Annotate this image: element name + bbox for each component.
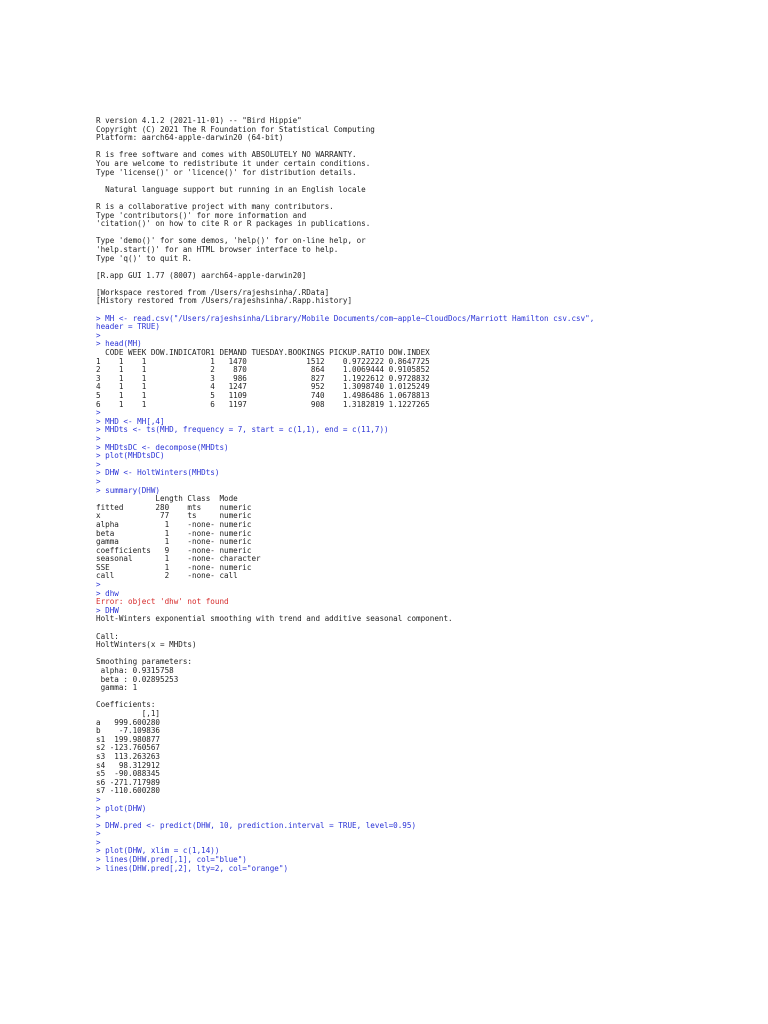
console-input-line: > [96, 829, 101, 839]
console-output-line: gamma: 1 [96, 683, 138, 693]
console-output-line: Coefficients: [96, 700, 156, 710]
console-output-line: s1 199.980877 [96, 734, 161, 744]
console-output-line: Copyright (C) 2021 The R Foundation for Statistical Computing [96, 124, 375, 134]
console-output-line: [,1] [96, 708, 161, 718]
console-output-line: 6 1 1 6 1197 908 1.3182819 1.1227265 [96, 399, 430, 409]
console-output-line: [History restored from /Users/rajeshsinha/.Rapp.history] [96, 296, 353, 306]
console-input-line: > [96, 330, 101, 340]
console-output-line: 2 1 1 2 870 864 1.0069444 0.9105852 [96, 365, 430, 375]
console-output-line: x 77 ts numeric [96, 511, 252, 521]
console-input-line: > [96, 408, 101, 418]
console-input-line: > plot(DHW, xlim = c(1,14)) [96, 846, 220, 856]
console-output-line: 1 1 1 1 1470 1512 0.9722222 0.8647725 [96, 356, 430, 366]
error-message: Error: object 'dhw' not found [96, 597, 229, 607]
console-output-line: alpha 1 -none- numeric [96, 519, 252, 529]
console-output-line: SSE 1 -none- numeric [96, 562, 252, 572]
console-output-line: s4 98.312912 [96, 760, 161, 770]
console-output-line: Holt-Winters exponential smoothing with trend and additive seasonal component. [96, 614, 453, 624]
console-output-line: s5 -90.088345 [96, 769, 161, 779]
console-output-line: 'citation()' on how to cite R or R packages in publications. [96, 219, 371, 229]
console-output-line: Natural language support but running in an English locale [96, 184, 366, 194]
console-input-line: header = TRUE) [96, 322, 161, 332]
console-output-line: s2 -123.760567 [96, 743, 161, 753]
console-output-line: Type 'license()' or 'licence()' for distribution details. [96, 167, 357, 177]
console-output-line: Type 'q()' to quit R. [96, 253, 193, 263]
console-output-line: [Workspace restored from /Users/rajeshsinha/.RData] [96, 287, 330, 297]
console-input-line: > [96, 433, 101, 443]
console-output-line: 5 1 1 5 1109 740 1.4986486 1.0678813 [96, 391, 430, 400]
console-input-line: > DHW.pred <- predict(DHW, 10, prediction.interval = TRUE, level=0.95) [96, 820, 417, 830]
console-output-line: 4 1 1 4 1247 952 1.3098740 1.0125249 [96, 382, 430, 392]
console-input-line: > MHD <- MH[,4] [96, 416, 165, 426]
console-output-line: You are welcome to redistribute it under certain conditions. [96, 158, 371, 168]
console-output-line: coefficients 9 -none- numeric [96, 545, 252, 555]
console-output-line: [R.app GUI 1.77 (8007) aarch64-apple-darwin20] [96, 270, 307, 280]
console-input-line: > summary(DHW) [96, 485, 161, 495]
console-output-line: b -7.109836 [96, 726, 161, 736]
console-output-line: R is free software and comes with ABSOLUTELY NO WARRANTY. [96, 150, 357, 160]
console-input-line: > [96, 794, 101, 804]
console-output-line: beta : 0.02895253 [96, 674, 179, 684]
console-output-line: seasonal 1 -none- character [96, 554, 261, 564]
console-output-line: 'help.start()' for an HTML browser interface to help. [96, 244, 339, 254]
console-input-line: > [96, 476, 101, 486]
console-output-line: alpha: 0.9315758 [96, 666, 174, 675]
console-output-line: gamma 1 -none- numeric [96, 537, 252, 547]
console-output-line: s6 -271.717989 [96, 777, 161, 787]
console-input-line: > [96, 580, 101, 590]
console-input-line: > [96, 837, 101, 847]
console-output-line: Length Class Mode [96, 494, 238, 504]
console-input-line: > plot(MHDtsDC) [96, 451, 165, 461]
console-output-line: s7 -110.600280 [96, 786, 161, 796]
console-output-line: s3 113.263263 [96, 751, 161, 761]
console-input-line: > plot(DHW) [96, 803, 147, 813]
console-output-line: CODE WEEK DOW.INDICATOR1 DEMAND TUESDAY.BOOKINGS PICKUP.RATIO DOW.INDEX [96, 348, 430, 358]
console-input-line: > MHDts <- ts(MHD, frequency = 7, start = c(1,1), end = c(11,7)) [96, 425, 389, 435]
console-output-line [96, 650, 756, 659]
console-output-line [96, 693, 756, 702]
console-input-line: > DHW <- HoltWinters(MHDts) [96, 468, 220, 478]
console-output-line: beta 1 -none- numeric [96, 528, 252, 538]
console-output-line: Platform: aarch64-apple-darwin20 (64-bit) [96, 133, 284, 143]
console-output-line: 3 1 1 3 986 827 1.1922612 0.9728832 [96, 373, 430, 383]
console-input-line: > DHW [96, 605, 119, 615]
r-console[interactable] [96, 117, 756, 873]
console-output-line: R version 4.1.2 (2021-11-01) -- "Bird Hippie" [96, 116, 302, 125]
console-input-line: > MH <- read.csv("/Users/rajeshsinha/Library/Mobile Documents/com~apple~CloudDocs/Marriott Hamilton csv.csv", [96, 313, 595, 323]
console-output-line: Type 'demo()' for some demos, 'help()' for on-line help, or [96, 236, 366, 246]
console-output-line: a 999.600280 [96, 717, 161, 727]
console-output-line: HoltWinters(x = MHDts) [96, 640, 197, 650]
console-input-line: > lines(DHW.pred[,2], lty=2, col="orange") [96, 863, 289, 873]
console-input-line: > head(MH) [96, 339, 142, 349]
console-input-line: > dhw [96, 588, 119, 598]
console-output-line [96, 624, 756, 633]
console-input-line: > [96, 812, 101, 822]
console-output-line: R is a collaborative project with many contributors. [96, 201, 334, 211]
console-input-line: > lines(DHW.pred[,1], col="blue") [96, 855, 247, 865]
console-output-line: Smoothing parameters: [96, 657, 193, 667]
console-input-line: > MHDtsDC <- decompose(MHDts) [96, 442, 229, 452]
console-output-line: Call: [96, 631, 119, 641]
console-output-line: fitted 280 mts numeric [96, 502, 252, 512]
console-input-line: > [96, 459, 101, 469]
console-output-line: Type 'contributors()' for more information and [96, 210, 307, 220]
console-output-line: call 2 -none- call [96, 571, 238, 581]
